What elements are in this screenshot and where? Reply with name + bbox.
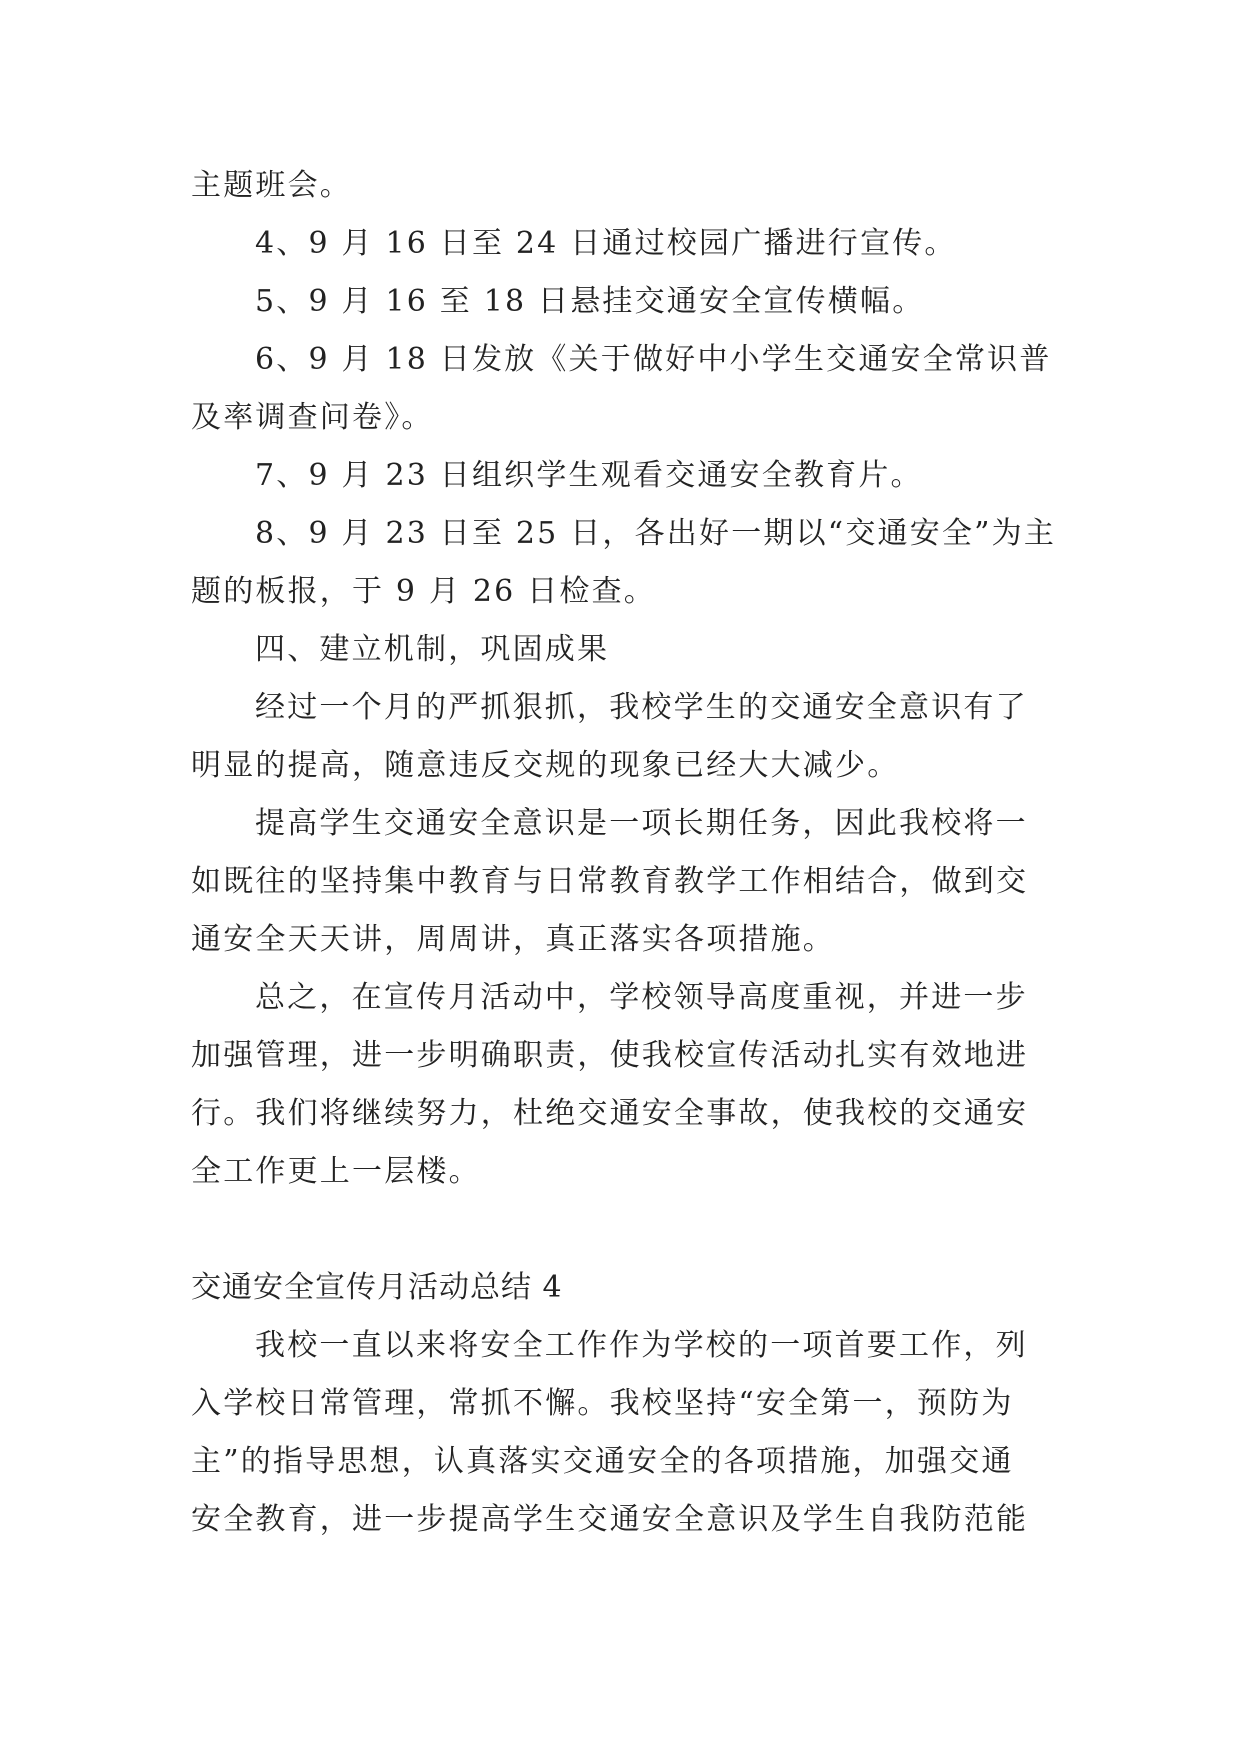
text-line: 7、9 月 23 日组织学生观看交通安全教育片。 — [255, 458, 923, 493]
text-line: 行。我们将继续努力，杜绝交通安全事故，使我校的交通安 — [191, 1096, 1029, 1131]
text-line: 提高学生交通安全意识是一项长期任务，因此我校将一 — [255, 806, 1028, 841]
text-line: 主”的指导思想，认真落实交通安全的各项措施，加强交通 — [191, 1444, 1014, 1479]
section-heading: 四、建立机制，巩固成果 — [255, 632, 610, 667]
section-title: 交通安全宣传月活动总结 4 — [191, 1270, 563, 1305]
text-line: 及率调查问卷》。 — [191, 400, 434, 435]
text-line: 总之，在宣传月活动中，学校领导高度重视，并进一步 — [255, 980, 1028, 1015]
text-line: 6、9 月 18 日发放《关于做好中小学生交通安全常识普 — [255, 342, 1052, 377]
text-line: 8、9 月 23 日至 25 日，各出好一期以“交通安全”为主 — [255, 516, 1057, 551]
text-line: 如既往的坚持集中教育与日常教育教学工作相结合，做到交 — [191, 864, 1029, 899]
text-line: 我校一直以来将安全工作作为学校的一项首要工作，列 — [255, 1328, 1028, 1363]
text-line: 主题班会。 — [191, 168, 352, 203]
text-line: 明显的提高，随意违反交规的现象已经大大减少。 — [191, 748, 900, 783]
text-line: 题的板报，于 9 月 26 日检查。 — [191, 574, 657, 609]
text-line: 加强管理，进一步明确职责，使我校宣传活动扎实有效地进 — [191, 1038, 1029, 1073]
text-line: 通安全天天讲，周周讲，真正落实各项措施。 — [191, 922, 835, 957]
text-line: 入学校日常管理，常抓不懈。我校坚持“安全第一，预防为 — [191, 1386, 1014, 1421]
text-line: 4、9 月 16 日至 24 日通过校园广播进行宣传。 — [255, 226, 957, 261]
text-line: 安全教育，进一步提高学生交通安全意识及学生自我防范能 — [191, 1502, 1029, 1537]
text-line: 5、9 月 16 至 18 日悬挂交通安全宣传横幅。 — [255, 284, 925, 319]
text-line: 全工作更上一层楼。 — [191, 1154, 481, 1189]
text-line: 经过一个月的严抓狠抓，我校学生的交通安全意识有了 — [255, 690, 1028, 725]
